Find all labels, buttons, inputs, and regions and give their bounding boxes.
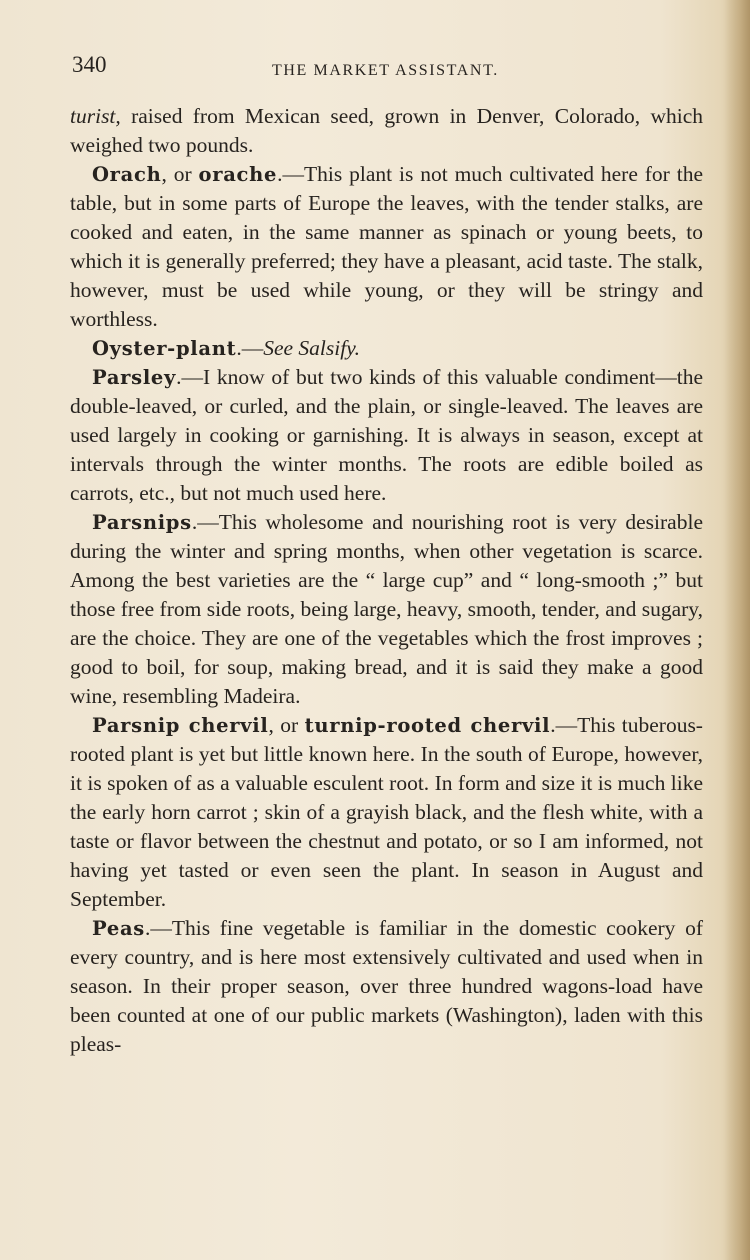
entry-parsnip-chervil	[70, 711, 703, 914]
entry-oyster-plant	[70, 334, 703, 363]
running-title: THE MARKET ASSISTANT.	[272, 62, 499, 79]
paragraph-text: raised from Mexican seed, grown in Denver, Colorado, which weighed two pounds.	[70, 104, 703, 157]
cross-reference: See Salsify.	[263, 336, 360, 360]
entry-peas	[70, 914, 703, 1059]
page-header	[72, 52, 712, 92]
term-connector: , or	[161, 162, 199, 186]
italic-fragment: turist,	[70, 104, 121, 128]
entry-term: Peas	[92, 917, 145, 940]
entry-text: .—	[236, 336, 264, 360]
term-connector: , or	[268, 713, 305, 737]
entry-text: .—This plant is not much cultivated here for the table, but in some parts of Europe the leaves, with the tender stalks, are cooked and eaten, in the same manner as spinach or young beets, to which it is generally preferred; they have a pleasant, acid taste. The stalk, however, must be used while young, or they will be stringy and worthless.	[70, 162, 703, 331]
page-number: 340	[72, 52, 107, 77]
entry-term: Parsnips	[92, 511, 192, 534]
entry-term-alternate: orache	[198, 163, 278, 186]
entry-term: Parsley	[92, 366, 177, 389]
entry-term-alternate: turnip-rooted chervil	[304, 714, 551, 737]
entry-orach	[70, 160, 703, 334]
entry-text: .—This wholesome and nourishing root is very desirable during the winter and spring months, when other vegetation is scarce. Among the best varieties are the “ large cup” and “ long-smooth ;” but those free from side roots, being large, heavy, smooth, tender, and sugary, are the choice. They are one of the vegetables which the frost improves ; good to boil, for soup, making bread, and it is said they make a good wine, resembling Madeira.	[70, 510, 704, 708]
entry-term: Oyster-plant	[92, 337, 237, 360]
entry-parsley	[70, 363, 703, 508]
body-text	[70, 102, 703, 1059]
entry-term: Orach	[92, 163, 162, 186]
paragraph-continuation	[70, 102, 703, 160]
entry-text: .—This tuberous-rooted plant is yet but little known here. In the south of Europe, however, it is spoken of as a valuable esculent root. In form and size it is much like the early horn carrot ; skin of a grayish black, and the flesh white, with a taste or flavor between the chestnut and potato, or so I am informed, not having yet tasted or even seen the plant. In season in August and September.	[70, 713, 703, 911]
page-edge-shadow	[724, 0, 750, 1260]
entry-parsnips	[70, 508, 703, 711]
entry-text: .—I know of but two kinds of this valuable condiment—the double-leaved, or curled, and the plain, or single-leaved. The leaves are used largely in cooking or garnishing. It is always in season, except at intervals through the winter months. The roots are edible boiled as carrots, etc., but not much used here.	[70, 365, 703, 505]
entry-text: .—This fine vegetable is familiar in the domestic cookery of every country, and is here most extensively cultivated and used when in season. In their proper season, over three hundred wagons-load have been counted at one of our public markets (Washington), laden with this pleas-	[70, 916, 703, 1056]
entry-term: Parsnip chervil	[92, 714, 269, 737]
